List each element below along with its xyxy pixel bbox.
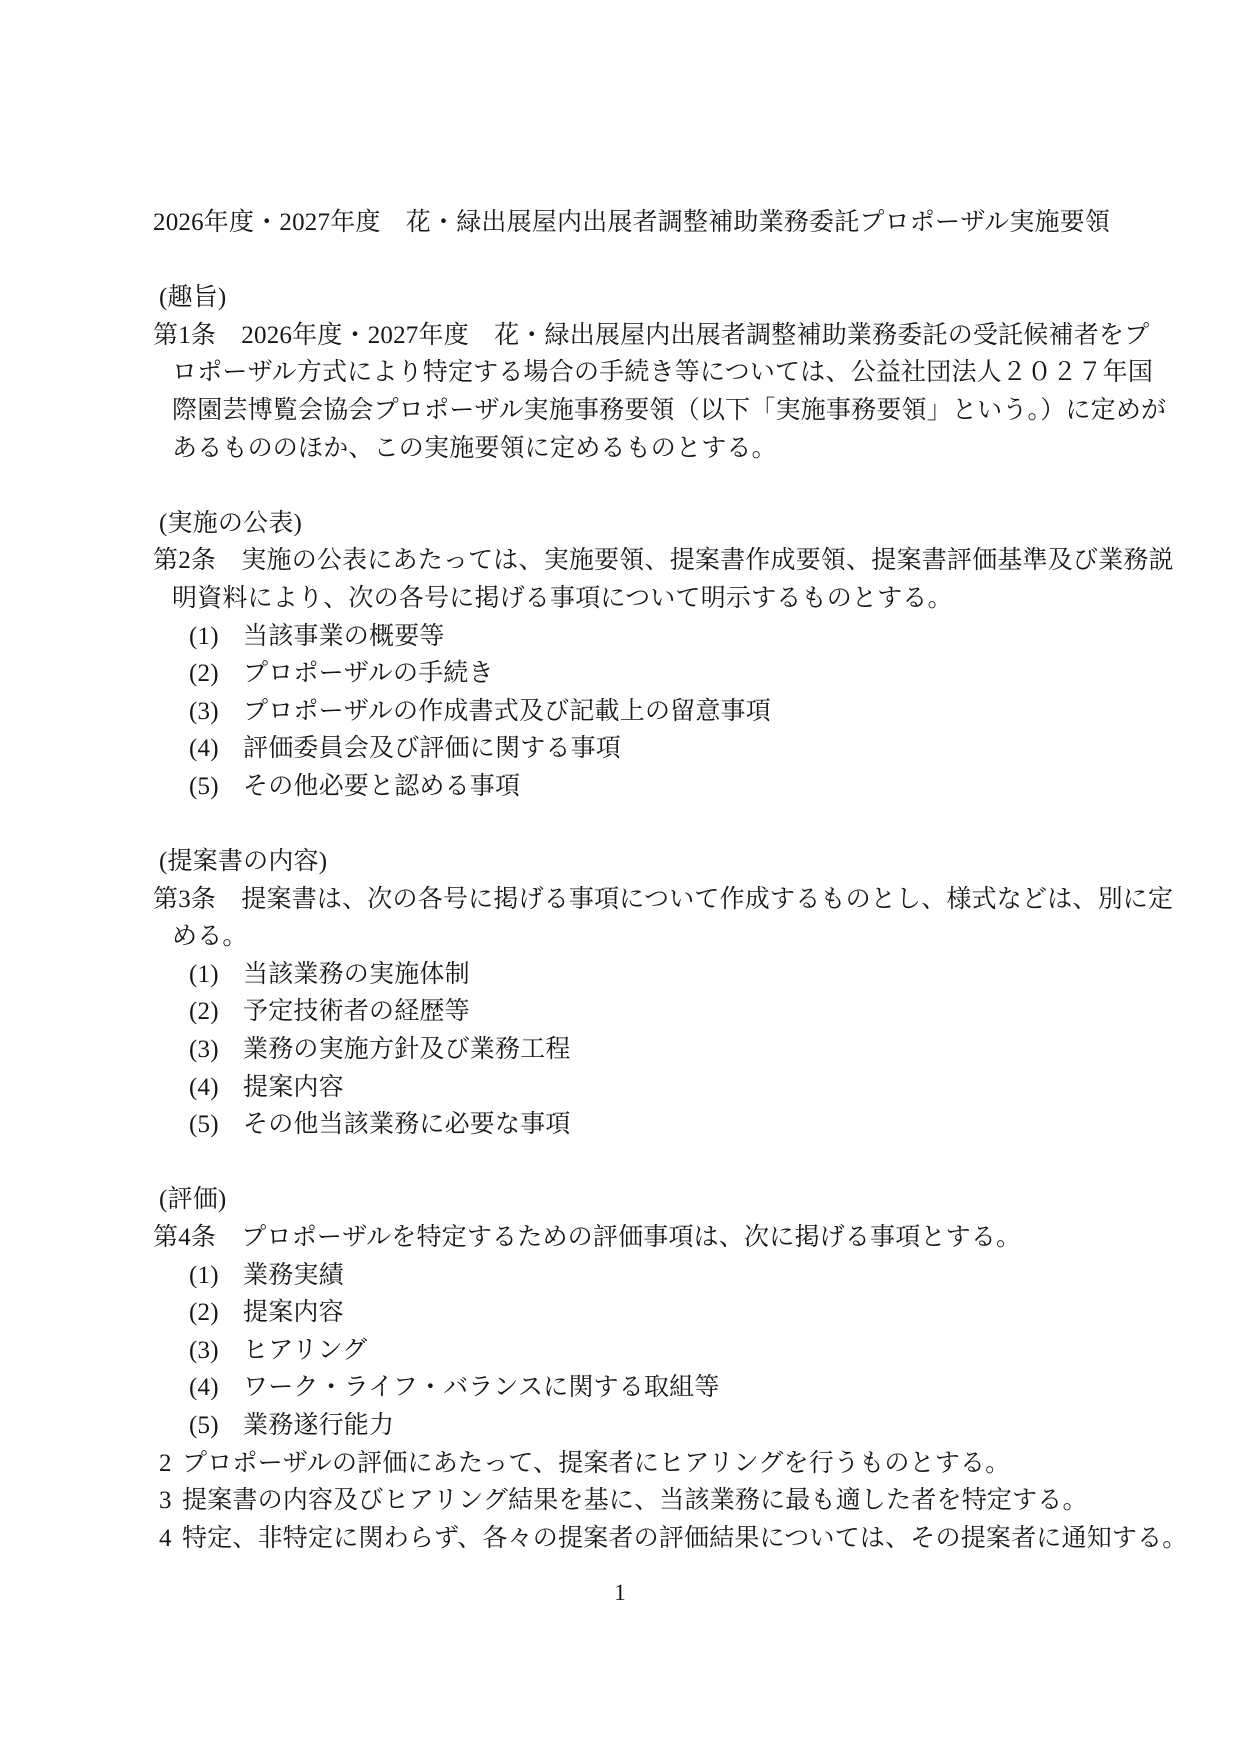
numbered-paragraph (153, 1520, 1188, 1558)
item-number: (5) (189, 1111, 219, 1139)
article-line: める。 (172, 923, 248, 951)
item-text: プロポーザルの作成書式及び記載上の留意事項 (243, 697, 771, 725)
article-line: 第4条 プロポーザルを特定するための評価事項は、次に掲げる事項とする。 (153, 1224, 1022, 1252)
list-item (153, 993, 1103, 1031)
article-line: あるもののほか、この実施要領に定めるものとする。 (172, 434, 777, 462)
item-text: 当該事業の概要等 (243, 622, 445, 650)
item-number: (1) (189, 1261, 219, 1289)
list-item (153, 693, 1103, 731)
item-text: 当該業務の実施体制 (243, 960, 470, 988)
item-number: (4) (189, 735, 219, 763)
item-number: (4) (189, 1073, 219, 1101)
article-line: 第1条 2026年度・2027年度 花・緑出展屋内出展者調整補助業務委託の受託候補者をプ (153, 321, 1150, 349)
item-number: (4) (189, 1374, 219, 1402)
item-number: (5) (189, 772, 219, 800)
list-item (153, 1031, 1103, 1069)
item-text: 業務遂行能力 (243, 1412, 395, 1439)
list-item (153, 1407, 1103, 1445)
blank-line (153, 242, 1103, 280)
item-text: その他必要と認める事項 (243, 772, 521, 800)
list-item (153, 956, 1103, 994)
item-text: その他当該業務に必要な事項 (243, 1111, 571, 1139)
article-line: 第3条 提案書は、次の各号に掲げる事項について作成するものとし、様式などは、別に定 (153, 885, 1174, 913)
article-line: 第2条 実施の公表にあたっては、実施要領、提案書作成要領、提案書評価基準及び業務説 (153, 547, 1174, 575)
article-line: 際園芸博覧会協会プロポーザル実施事務要領（以下「実施事務要領」という。）に定めが (172, 396, 1167, 424)
paragraph-text: 特定、非特定に関わらず、各々の提案者の評価結果については、その提案者に通知する。 (182, 1524, 1188, 1552)
item-number: (3) (189, 1336, 219, 1364)
paragraph-text: 提案書の内容及びヒアリング結果を基に、当該業務に最も適した者を特定する。 (182, 1487, 1088, 1515)
section-heading-shushi: (趣旨) (159, 284, 227, 312)
section-heading-teiansho-no-naiyo: (提案書の内容) (159, 848, 328, 876)
section-heading-hyoka: (評価) (159, 1186, 227, 1214)
item-text: プロポーザルの手続き (243, 660, 494, 688)
page-number: 1 (614, 1580, 626, 1605)
item-text: 評価委員会及び評価に関する事項 (243, 735, 622, 763)
document-body (153, 204, 1188, 1557)
numbered-paragraph (153, 1482, 1103, 1520)
item-text: 業務実績 (243, 1261, 344, 1289)
list-item (153, 1332, 1103, 1370)
item-text: 提案内容 (243, 1299, 344, 1327)
item-number: (3) (189, 1036, 219, 1064)
item-text: ワーク・ライフ・バランスに関する取組等 (243, 1374, 720, 1402)
list-item (153, 730, 1103, 768)
item-text: ヒアリング (243, 1336, 368, 1364)
blank-line (153, 467, 1103, 505)
item-number: (2) (189, 998, 219, 1026)
item-number: (3) (189, 697, 219, 725)
item-number: (2) (189, 660, 219, 688)
blank-line (153, 806, 1103, 844)
list-item (153, 1369, 1103, 1407)
paragraph-number: 3 (159, 1487, 172, 1515)
item-text: 提案内容 (243, 1073, 344, 1101)
document-title: 2026年度・2027年度 花・緑出展屋内出展者調整補助業務委託プロポーザル実施要領 (153, 209, 1111, 236)
list-item (153, 1069, 1103, 1107)
item-number: (1) (189, 622, 219, 650)
section-heading-jisshi-no-kohyo: (実施の公表) (159, 509, 303, 537)
paragraph-number: 4 (159, 1524, 172, 1552)
item-number: (5) (189, 1412, 219, 1439)
article-line: 明資料により、次の各号に掲げる事項について明示するものとする。 (172, 584, 953, 612)
blank-line (153, 1144, 1103, 1182)
item-text: 業務の実施方針及び業務工程 (243, 1036, 571, 1064)
list-item (153, 1294, 1103, 1332)
item-number: (1) (189, 960, 219, 988)
item-number: (2) (189, 1299, 219, 1327)
item-text: 予定技術者の経歴等 (243, 998, 470, 1026)
paragraph-number: 2 (159, 1449, 172, 1477)
list-item (153, 618, 1103, 656)
list-item (153, 768, 1103, 806)
list-item (153, 655, 1103, 693)
list-item (153, 1106, 1103, 1144)
article-line: ロポーザル方式により特定する場合の手続き等については、公益社団法人２０２７年国 (172, 359, 1154, 387)
numbered-paragraph (153, 1445, 1103, 1483)
list-item (153, 1257, 1103, 1295)
paragraph-text: プロポーザルの評価にあたって、提案者にヒアリングを行うものとする。 (182, 1449, 1011, 1477)
